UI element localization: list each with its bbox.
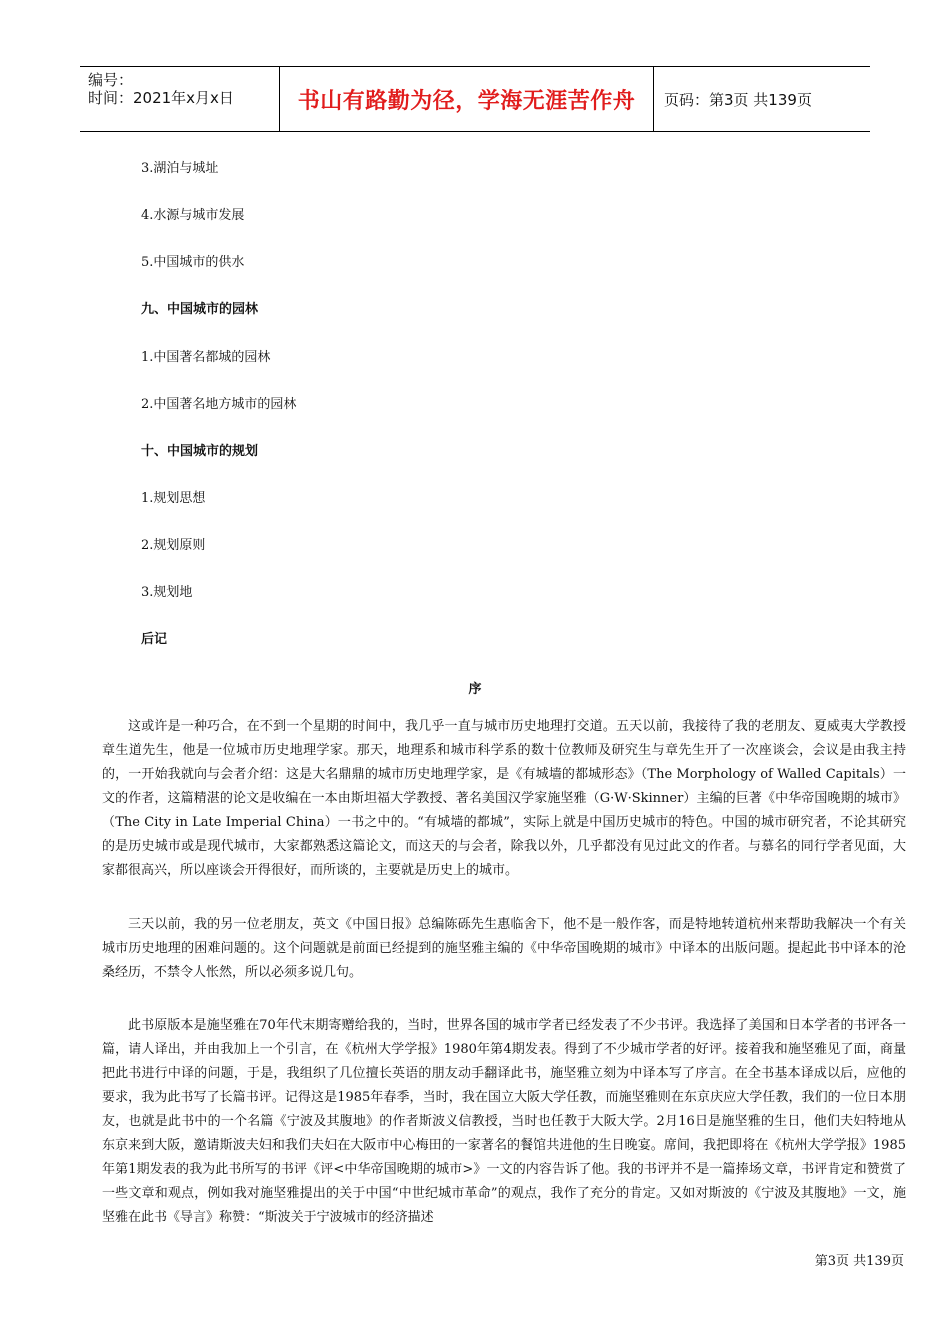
header-motto: 书山有路勤为径，学海无涯苦作舟 [280,67,654,131]
toc-item: 5.中国城市的供水 [141,255,245,270]
toc-item: 3.湖泊与城址 [141,161,219,176]
body-paragraph: 这或许是一种巧合，在不到一个星期的时间中，我几乎一直与城市历史地理打交道。五天以前，我接待了我的老朋友、夏威夷大学教授章生道先生，他是一位城市历史地理学家。那天，地理系和城市科学系的数十位教师及研究生与章先生开了一次座谈会，会议是由我主持的，一开始我就向与会者介绍：这是大名鼎鼎的城市历史地理学家，是《有城墙的都城形态》（The Morphology of Walled Capitals）一文的作者，这篇精湛的论文是收编在一本由斯坦福大学教授、著名美国汉学家施坚雅（G·W·Skinner）主编的巨著《中华帝国晚期的城市》（The City in Late Imperial China）一书之中的。“有城墙的都城”，实际上就是中国历史城市的特色。中国的城市研究者，不论其研究的是历史城市或是现代城市，大家都熟悉这篇论文，而这天的与会者，除我以外，几乎都没有见过此文的作者。与慕名的同行学者见面，大家都很高兴，所以座谈会开得很好，而所谈的，主要就是历史上的城市。 [102,719,906,878]
toc-heading: 九、中国城市的园林 [141,302,259,317]
header-meta-cell [80,67,280,131]
body-paragraph: 三天以前，我的另一位老朋友，英文《中国日报》总编陈砾先生惠临舍下，他不是一般作客，而是特地转道杭州来帮助我解决一个有关城市历史地理的困难问题的。这个问题就是前面已经提到的施坚雅主编的《中华帝国晚期的城市》中译本的出版问题。提起此书中译本的沧桑经历，不禁令人怅然，所以必须多说几句。 [102,917,906,980]
page-footer: 第3页 共139页 [814,1254,904,1269]
toc-item: 1.规划思想 [141,491,206,506]
preface-title: 序 [468,682,482,697]
toc-heading: 十、中国城市的规划 [141,444,259,459]
number-label: 编号： [88,71,134,89]
toc-item: 4.水源与城市发展 [141,208,245,223]
toc-item: 2.中国著名地方城市的园林 [141,397,297,412]
time-label: 时间：2021年x月x日 [88,89,234,107]
toc-item: 2.规划原则 [141,538,206,553]
header-page-label: 页码：第3页 共139页 [664,90,812,109]
toc-item: 3.规划地 [141,585,193,600]
body-paragraph: 此书原版本是施坚雅在70年代末期寄赠给我的，当时，世界各国的城市学者已经发表了不少书评。我选择了美国和日本学者的书评各一篇，请人译出，并由我加上一个引言，在《杭州大学学报》1980年第4期发表。得到了不少城市学者的好评。接着我和施坚雅见了面，商量把此书进行中译的问题，于是，我组织了几位擅长英语的朋友动手翻译此书，施坚雅立刻为中译本写了序言。在全书基本译成以后，应他的要求，我为此书写了长篇书评。记得这是1985年春季，当时，我在国立大阪大学任教，而施坚雅则在东京庆应大学任教，我们的一位日本朋友，也就是此书中的一个名篇《宁波及其腹地》的作者斯波义信教授，当时也任教于大阪大学。2月16日是施坚雅的生日，他们夫妇特地从东京来到大阪，邀请斯波夫妇和我们夫妇在大阪市中心梅田的一家著名的餐馆共进他的生日晚宴。席间，我把即将在《杭州大学学报》1985年第1期发表的我为此书所写的书评《评<中华帝国晚期的城市>》一文的内容告诉了他。我的书评并不是一篇捧场文章，书评肯定和赞赏了一些文章和观点，例如我对施坚雅提出的关于中国“中世纪城市革命”的观点，我作了充分的肯定。又如对斯波的《宁波及其腹地》一文，施坚雅在此书《导言》称赞：“斯波关于宁波城市的经济描述 [102,1018,906,1225]
toc-heading: 后记 [141,632,168,647]
toc-item: 1.中国著名都城的园林 [141,350,271,365]
page-header [80,66,870,132]
